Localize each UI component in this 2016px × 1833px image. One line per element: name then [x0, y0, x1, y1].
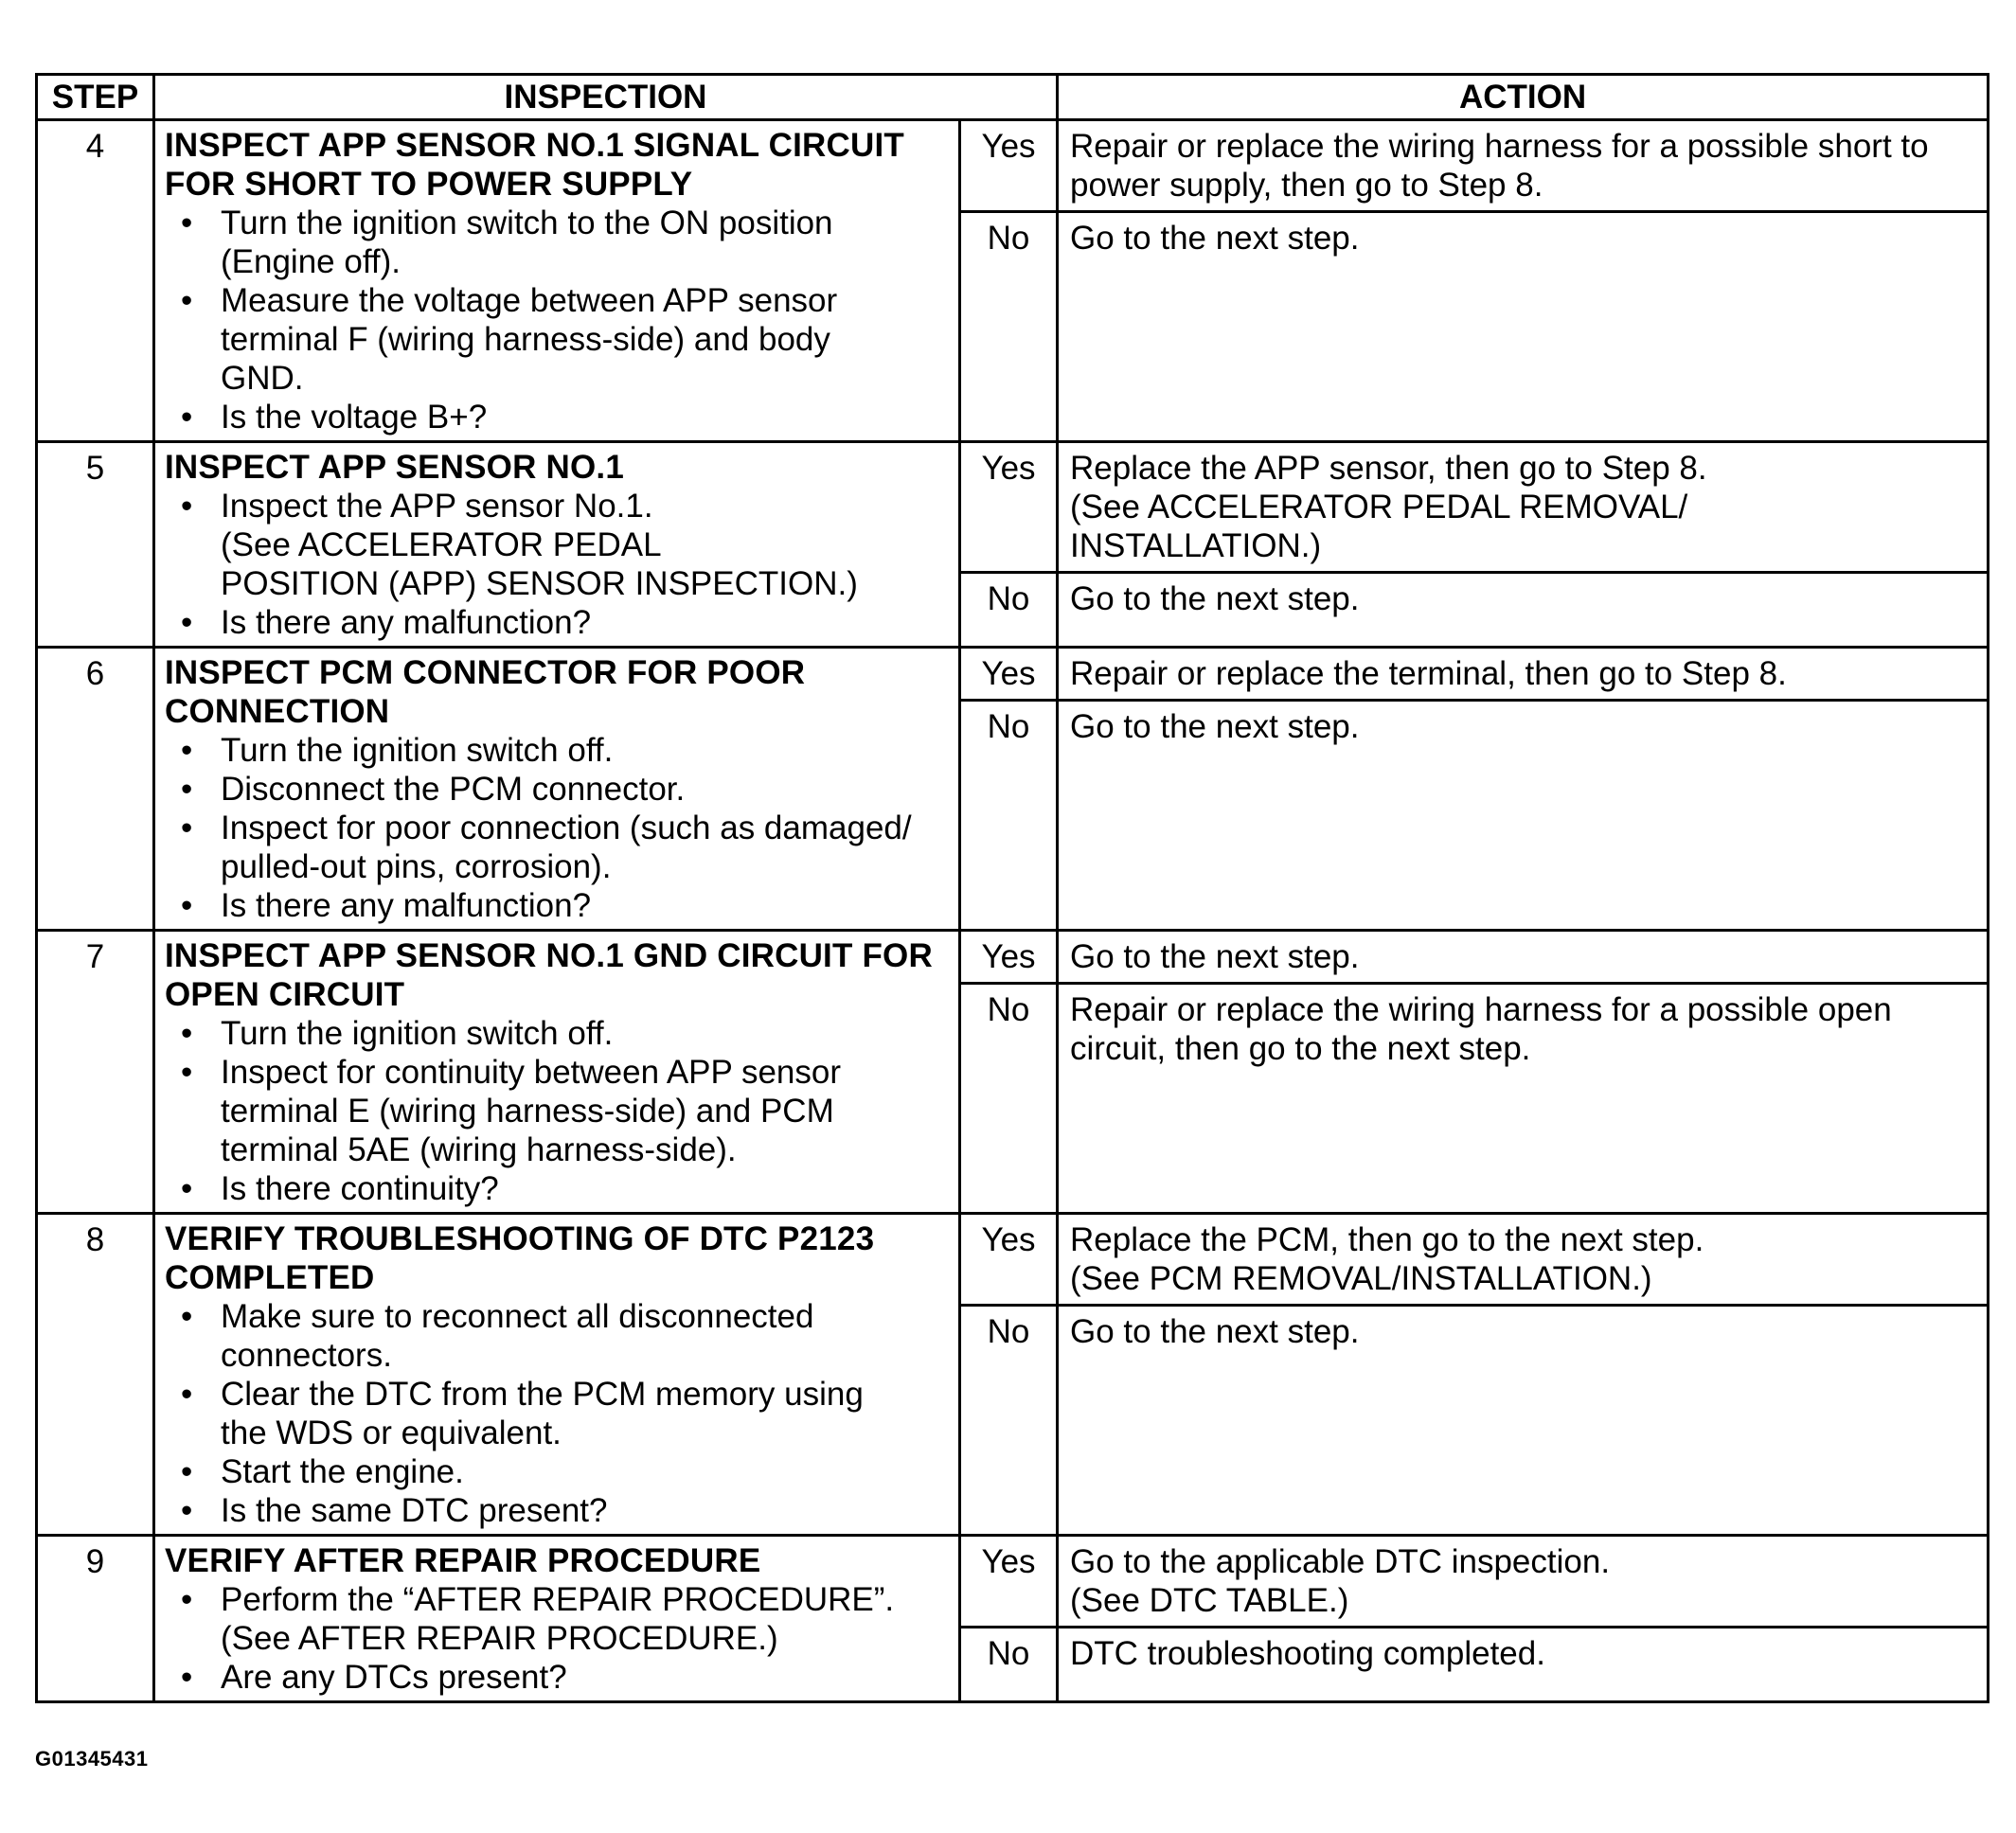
inspection-cell — [154, 648, 960, 931]
yes-label: Yes — [960, 120, 1058, 212]
inspection-title: INSPECT APP SENSOR NO.1 GND CIRCUIT FOR OPEN CIRCUIT — [165, 937, 933, 1013]
yes-action — [1058, 931, 1989, 984]
step-group — [37, 120, 1989, 442]
step-group — [37, 648, 1989, 931]
no-label: No — [960, 573, 1058, 648]
inspection-bullet: • Perform the “AFTER REPAIR PROCEDURE”. (See AFTER REPAIR PROCEDURE.) — [165, 1580, 949, 1658]
header-action: ACTION — [1058, 75, 1989, 120]
inspection-title: VERIFY TROUBLESHOOTING OF DTC P2123 COMPLETED — [165, 1220, 875, 1296]
yes-action-text: Replace the APP sensor, then go to Step 8. (See ACCELERATOR PEDAL REMOVAL/ INSTALLATION.) — [1070, 450, 1707, 564]
inspection-bullet: • Is there any malfunction? — [165, 886, 949, 925]
inspection-bullet: • Inspect for continuity between APP sensor terminal E (wiring harness-side) and PCM terminal 5AE (wiring harness-side). — [165, 1053, 949, 1169]
step-number: 8 — [37, 1214, 154, 1536]
step-group — [37, 931, 1989, 1214]
yes-action — [1058, 648, 1989, 701]
no-label: No — [960, 212, 1058, 442]
inspection-cell — [154, 1536, 960, 1702]
yes-action — [1058, 442, 1989, 573]
inspection-bullet: • Are any DTCs present? — [165, 1658, 949, 1697]
inspection-bullet: • Is there continuity? — [165, 1169, 949, 1208]
inspection-bullet: • Measure the voltage between APP sensor terminal F (wiring harness-side) and body GND. — [165, 281, 949, 398]
yes-action-text: Repair or replace the terminal, then go to Step 8. — [1070, 655, 1787, 692]
no-action — [1058, 1628, 1989, 1702]
yes-label: Yes — [960, 931, 1058, 984]
inspection-bullet: • Turn the ignition switch off. — [165, 1014, 949, 1053]
yes-label: Yes — [960, 1214, 1058, 1306]
no-action-text: Repair or replace the wiring harness for a possible open circuit, then go to the next step. — [1070, 991, 1892, 1067]
no-label: No — [960, 984, 1058, 1214]
yes-action-text: Go to the next step. — [1070, 938, 1360, 975]
inspection-bullet: • Inspect the APP sensor No.1. (See ACCELERATOR PEDAL POSITION (APP) SENSOR INSPECTION.) — [165, 487, 949, 603]
inspection-bullets — [165, 487, 949, 642]
yes-label: Yes — [960, 648, 1058, 701]
step-number: 7 — [37, 931, 154, 1214]
no-action — [1058, 984, 1989, 1214]
yes-action — [1058, 1536, 1989, 1628]
inspection-cell — [154, 120, 960, 442]
no-action-text: Go to the next step. — [1070, 220, 1360, 257]
yes-action-text: Go to the applicable DTC inspection. (See DTC TABLE.) — [1070, 1543, 1611, 1619]
step-number: 4 — [37, 120, 154, 442]
yes-action — [1058, 120, 1989, 212]
inspection-bullet: • Is the same DTC present? — [165, 1491, 949, 1530]
inspection-title: INSPECT PCM CONNECTOR FOR POOR CONNECTION — [165, 654, 806, 730]
troubleshooting-table — [35, 73, 1989, 1703]
inspection-bullets — [165, 204, 949, 436]
header-inspection: INSPECTION — [154, 75, 1058, 120]
inspection-bullet: • Clear the DTC from the PCM memory using the WDS or equivalent. — [165, 1375, 949, 1452]
inspection-bullet: • Make sure to reconnect all disconnected connectors. — [165, 1297, 949, 1375]
yes-label: Yes — [960, 442, 1058, 573]
no-label: No — [960, 1306, 1058, 1536]
table-row-yes — [37, 1536, 1989, 1628]
inspection-bullets — [165, 1014, 949, 1208]
inspection-bullets — [165, 1297, 949, 1530]
inspection-title: INSPECT APP SENSOR NO.1 SIGNAL CIRCUIT FOR SHORT TO POWER SUPPLY — [165, 127, 904, 203]
inspection-bullet: • Disconnect the PCM connector. — [165, 770, 949, 809]
inspection-cell — [154, 1214, 960, 1536]
inspection-bullets — [165, 1580, 949, 1697]
table-row-yes — [37, 442, 1989, 573]
inspection-bullet: • Turn the ignition switch off. — [165, 731, 949, 770]
table-row-yes — [37, 931, 1989, 984]
no-label: No — [960, 701, 1058, 931]
inspection-bullet: • Is the voltage B+? — [165, 398, 949, 436]
table-row-yes — [37, 120, 1989, 212]
table-header-row — [37, 75, 1989, 120]
no-action-text: Go to the next step. — [1070, 1313, 1360, 1350]
figure-id: G01345431 — [35, 1747, 149, 1771]
step-number: 5 — [37, 442, 154, 648]
no-action-text: DTC troubleshooting completed. — [1070, 1635, 1545, 1672]
step-group — [37, 1536, 1989, 1702]
inspection-bullet: • Inspect for poor connection (such as damaged/ pulled-out pins, corrosion). — [165, 809, 949, 886]
inspection-title: INSPECT APP SENSOR NO.1 — [165, 449, 624, 486]
inspection-title: VERIFY AFTER REPAIR PROCEDURE — [165, 1542, 761, 1579]
inspection-cell — [154, 442, 960, 648]
inspection-bullet: • Start the engine. — [165, 1452, 949, 1491]
table-row-yes — [37, 648, 1989, 701]
yes-label: Yes — [960, 1536, 1058, 1628]
no-action — [1058, 1306, 1989, 1536]
inspection-bullet: • Is there any malfunction? — [165, 603, 949, 642]
inspection-bullet: • Turn the ignition switch to the ON position (Engine off). — [165, 204, 949, 281]
yes-action — [1058, 1214, 1989, 1306]
no-action — [1058, 701, 1989, 931]
inspection-bullets — [165, 731, 949, 925]
header-step: STEP — [37, 75, 154, 120]
yes-action-text: Repair or replace the wiring harness for a possible short to power supply, then go to Step 8. — [1070, 128, 1929, 204]
step-number: 6 — [37, 648, 154, 931]
no-action-text: Go to the next step. — [1070, 708, 1360, 745]
step-number: 9 — [37, 1536, 154, 1702]
step-group — [37, 442, 1989, 648]
yes-action-text: Replace the PCM, then go to the next step. (See PCM REMOVAL/INSTALLATION.) — [1070, 1221, 1704, 1297]
no-action-text: Go to the next step. — [1070, 580, 1360, 617]
table-row-yes — [37, 1214, 1989, 1306]
no-label: No — [960, 1628, 1058, 1702]
step-group — [37, 1214, 1989, 1536]
inspection-cell — [154, 931, 960, 1214]
no-action — [1058, 573, 1989, 648]
no-action — [1058, 212, 1989, 442]
